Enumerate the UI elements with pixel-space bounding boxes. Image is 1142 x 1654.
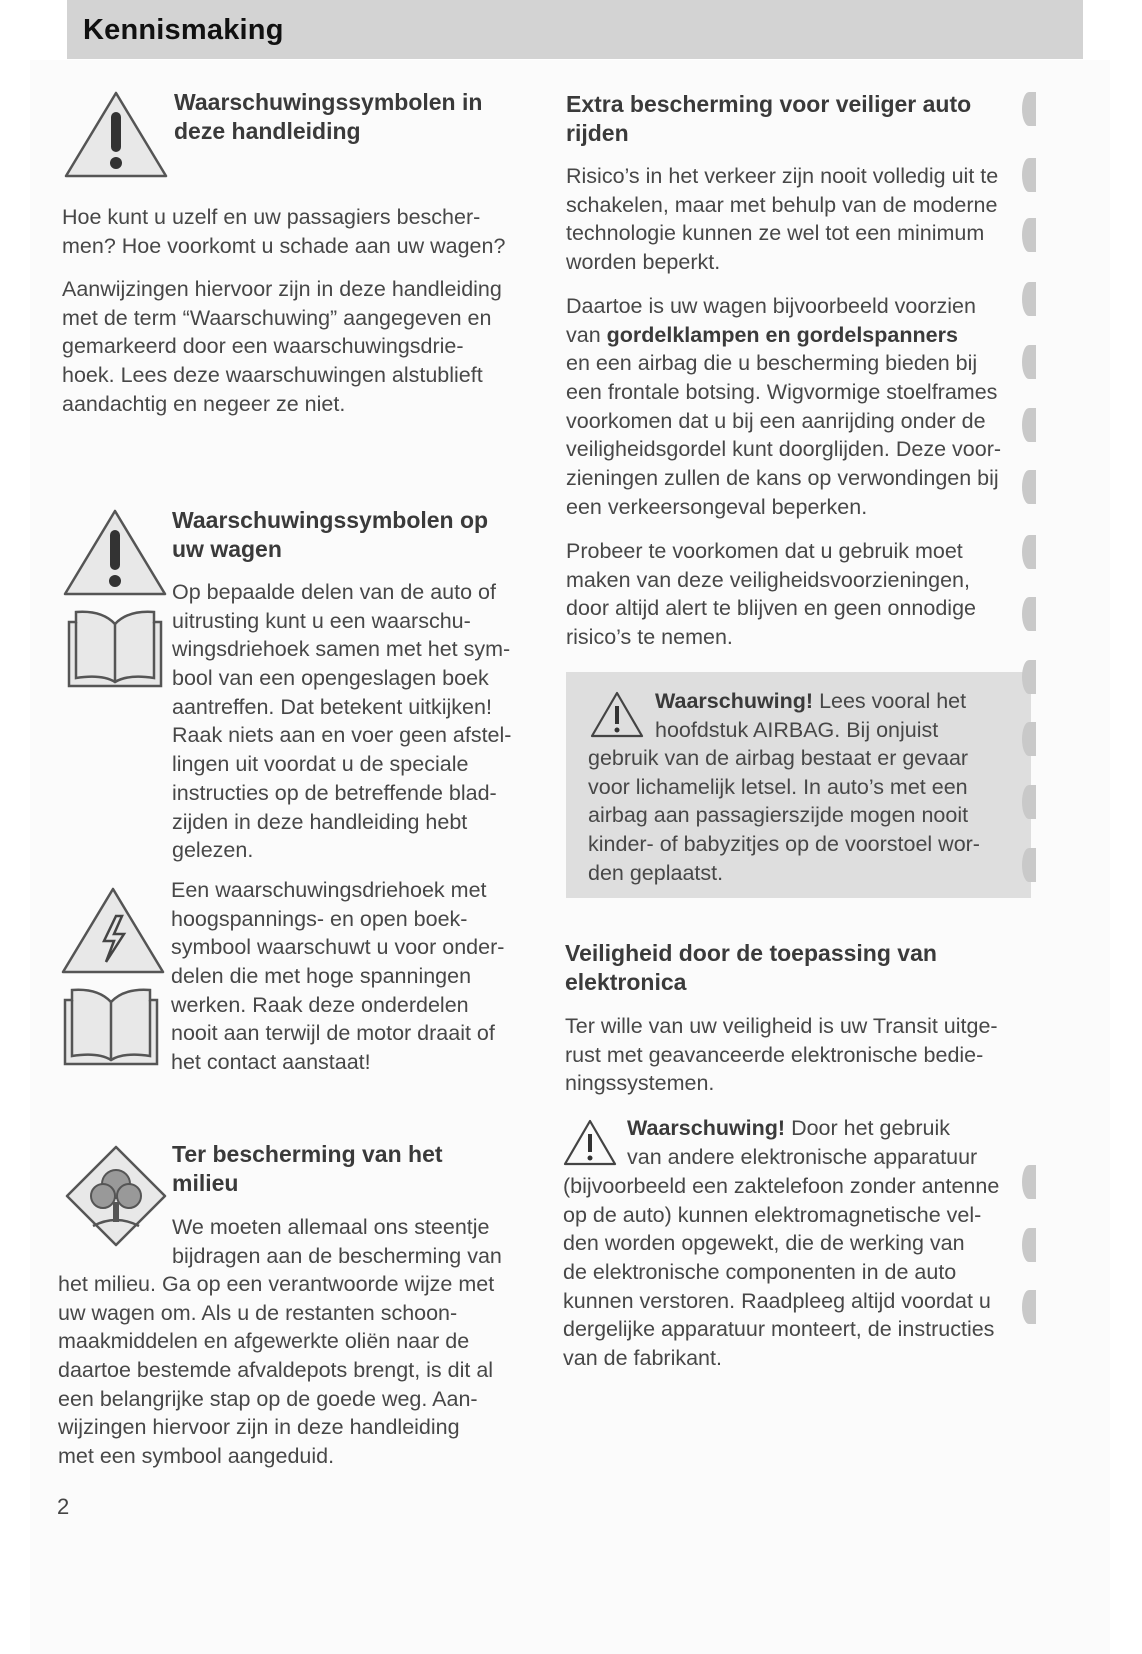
warning-triangle-icon bbox=[62, 508, 168, 598]
text-line: milieu bbox=[172, 1169, 239, 1196]
text-line: uw wagen om. Als u de restanten schoon- bbox=[58, 1300, 458, 1325]
text-line: aantreffen. Dat betekent uitkijken! bbox=[172, 694, 492, 719]
text-line: Aanwijzingen hiervoor zijn in deze handleiding bbox=[62, 277, 502, 301]
warning-triangle-icon bbox=[63, 90, 169, 180]
text-line: uw wagen bbox=[172, 535, 282, 562]
warning-text bbox=[588, 744, 980, 887]
text-line: werken. Raak deze onderdelen bbox=[171, 992, 469, 1017]
thumb-tab-mark bbox=[1022, 408, 1036, 442]
paragraph bbox=[62, 275, 502, 418]
heading-environment bbox=[172, 1140, 443, 1197]
thumb-tab-mark bbox=[1022, 1228, 1036, 1262]
text-line: Extra bescherming voor veiliger auto bbox=[566, 91, 972, 117]
text-line: gebruik van de airbag bestaat er gevaar bbox=[588, 746, 969, 770]
text-line: met een symbool aangeduid. bbox=[58, 1444, 335, 1469]
text-line: bool van een opengeslagen boek bbox=[172, 666, 489, 691]
text-line bbox=[627, 1114, 977, 1143]
text-line: kinder- of babyzitjes op de voorstoel wor- bbox=[588, 832, 980, 857]
text-line: van de fabrikant. bbox=[563, 1346, 722, 1371]
text-line: dergelijke apparatuur monteert, de instructies bbox=[563, 1317, 995, 1342]
high-voltage-warning-icon bbox=[60, 886, 166, 976]
text-line: Hoe kunt u uzelf en uw passagiers bescher- bbox=[62, 205, 481, 229]
heading-extra-protection bbox=[566, 90, 971, 147]
open-book-icon bbox=[62, 986, 160, 1068]
heading-warning-symbols-vehicle bbox=[172, 506, 488, 563]
thumb-tab-mark bbox=[1022, 92, 1036, 126]
text-line: en een airbag die u bescherming bieden bij bbox=[566, 351, 978, 376]
text-line: airbag aan passagierszijde mogen nooit bbox=[588, 803, 969, 828]
paragraph bbox=[566, 537, 976, 652]
text-line: gemarkeerd door een waarschuwingsdrie- bbox=[62, 334, 464, 359]
text-line: kunnen verstoren. Raadpleeg altijd voordat u bbox=[563, 1288, 991, 1313]
text-line: aandachtig en negeer ze niet. bbox=[62, 391, 346, 416]
thumb-tab-mark bbox=[1022, 1290, 1036, 1324]
text-line: ningssystemen. bbox=[565, 1071, 715, 1096]
environment-tree-icon bbox=[63, 1144, 169, 1248]
bold-text: gordelklampen en gordelspanners bbox=[606, 322, 958, 347]
thumb-tab-mark bbox=[1022, 345, 1036, 379]
text-line: uitrusting kunt u een waarschu- bbox=[172, 608, 471, 633]
text-line: maken van deze veiligheidsvoorzieningen, bbox=[566, 567, 970, 592]
text-line: veiligheidsgordel kunt doorglijden. Deze voor- bbox=[566, 437, 1002, 462]
text-line: door altijd alert te blijven en geen onnodige bbox=[566, 596, 976, 621]
thumb-tab-mark bbox=[1022, 158, 1036, 192]
warning-text bbox=[627, 1114, 977, 1171]
text-segment: Door het gebruik bbox=[791, 1116, 951, 1140]
text-line: worden beperkt. bbox=[566, 250, 721, 275]
text-line: zieningen zullen de kans op verwondingen bij bbox=[566, 466, 999, 491]
text-line: Ter bescherming van het bbox=[172, 1141, 443, 1167]
text-line: Probeer te voorkomen dat u gebruik moet bbox=[566, 539, 963, 563]
text-line: een belangrijke stap op de goede weg. Aan- bbox=[58, 1386, 478, 1411]
text-line: technologie kunnen ze wel tot een minimum bbox=[566, 221, 985, 246]
thumb-tab-mark bbox=[1022, 785, 1036, 819]
thumb-tab-mark bbox=[1022, 535, 1036, 569]
text-line: risico’s te nemen. bbox=[566, 625, 733, 650]
text-line: rijden bbox=[566, 119, 629, 146]
text-line: Waarschuwingssymbolen op bbox=[172, 507, 489, 533]
heading-warning-symbols-manual bbox=[174, 88, 482, 145]
paragraph bbox=[171, 876, 504, 1077]
text-line: Veiligheid door de toepassing van bbox=[565, 940, 937, 966]
text-line bbox=[566, 321, 1001, 350]
text-line: wijzingen hiervoor zijn in deze handleiding bbox=[58, 1415, 460, 1440]
text-line: rust met geavanceerde elektronische bedie- bbox=[565, 1042, 984, 1067]
text-line: men? Hoe voorkomt u schade aan uw wagen? bbox=[62, 233, 506, 258]
text-line: wingsdriehoek samen met het sym- bbox=[172, 637, 511, 662]
warning-text bbox=[563, 1172, 999, 1373]
text-line: Daartoe is uw wagen bijvoorbeeld voorzien bbox=[566, 294, 976, 318]
text-segment: van bbox=[566, 322, 607, 347]
text-line: het contact aanstaat! bbox=[171, 1050, 371, 1075]
text-line: (bijvoorbeeld een zaktelefoon zonder antenne bbox=[563, 1174, 1000, 1198]
text-line: een verkeersongeval beperken. bbox=[566, 494, 868, 519]
text-line: Op bepaalde delen van de auto of bbox=[172, 580, 496, 604]
warning-triangle-icon bbox=[589, 690, 645, 740]
text-line: schakelen, maar met behulp van de moderne bbox=[566, 192, 998, 217]
text-line: Raak niets aan en voer geen afstel- bbox=[172, 723, 512, 748]
paragraph bbox=[565, 1012, 998, 1098]
thumb-tab-mark bbox=[1022, 470, 1036, 504]
text-line: het milieu. Ga op een verantwoorde wijze met bbox=[58, 1272, 495, 1296]
text-line: met de term “Waarschuwing” aangegeven en bbox=[62, 305, 492, 330]
text-line: daartoe bestemde afvaldepots brengt, is dit al bbox=[58, 1358, 494, 1383]
thumb-tab-mark bbox=[1022, 282, 1036, 316]
text-line: den worden opgewekt, die de werking van bbox=[563, 1231, 965, 1256]
thumb-tab-mark bbox=[1022, 218, 1036, 252]
text-line: hoek. Lees deze waarschuwingen alstublieft bbox=[62, 363, 483, 388]
text-line: elektronica bbox=[565, 968, 687, 995]
text-line: Risico’s in het verkeer zijn nooit volledig uit te bbox=[566, 164, 999, 188]
text-segment: Lees vooral het bbox=[819, 689, 967, 713]
text-line: den geplaatst. bbox=[588, 860, 724, 885]
text-line: bijdragen aan de bescherming van bbox=[172, 1243, 502, 1268]
text-line: zijden in deze handleiding hebt bbox=[172, 809, 468, 834]
text-line bbox=[655, 687, 966, 716]
text-line: lingen uit voordat u de speciale bbox=[172, 752, 469, 777]
text-line: hoofdstuk AIRBAG. Bij onjuist bbox=[655, 717, 939, 742]
open-book-icon bbox=[66, 608, 164, 690]
paragraph bbox=[172, 1213, 502, 1270]
text-line: voorkomen dat u bij een aanrijding onder de bbox=[566, 408, 986, 433]
bold-text: Waarschuwing! bbox=[627, 1116, 792, 1140]
text-line: instructies op de betreffende blad- bbox=[172, 780, 497, 805]
text-line: Ter wille van uw veiligheid is uw Transit uitge- bbox=[565, 1014, 998, 1038]
paragraph bbox=[62, 203, 505, 260]
thumb-tab-mark bbox=[1022, 597, 1036, 631]
text-line: Een waarschuwingsdriehoek met bbox=[171, 878, 487, 902]
text-line: hoogspannings- en open boek- bbox=[171, 906, 468, 931]
page-number: 2 bbox=[57, 1494, 70, 1519]
text-line: deze handleiding bbox=[174, 117, 361, 144]
text-line: delen die met hoge spanningen bbox=[171, 964, 472, 989]
paragraph bbox=[566, 292, 1001, 522]
text-line: een frontale botsing. Wigvormige stoelframes bbox=[566, 380, 998, 405]
text-line: van andere elektronische apparatuur bbox=[627, 1144, 978, 1169]
text-line: nooit aan terwijl de motor draait of bbox=[171, 1021, 495, 1046]
section-header bbox=[67, 0, 1083, 59]
text-line: symbool waarschuwt u voor onder- bbox=[171, 935, 505, 960]
text-line: voor lichamelijk letsel. In auto’s met een bbox=[588, 774, 968, 799]
thumb-tab-mark bbox=[1022, 848, 1036, 882]
thumb-tab-mark bbox=[1022, 1165, 1036, 1199]
thumb-tab-mark bbox=[1022, 660, 1036, 694]
text-line: gelezen. bbox=[172, 838, 254, 863]
paragraph bbox=[58, 1270, 494, 1471]
warning-triangle-icon bbox=[562, 1118, 618, 1168]
text-line: op de auto) kunnen elektromagnetische vel- bbox=[563, 1202, 982, 1227]
paragraph bbox=[172, 578, 511, 865]
thumb-tab-mark bbox=[1022, 722, 1036, 756]
warning-text bbox=[655, 687, 966, 744]
text-line: maakmiddelen en afgewerkte oliën naar de bbox=[58, 1329, 470, 1354]
bold-text: Waarschuwing! bbox=[655, 689, 820, 713]
page-title: Kennismaking bbox=[83, 14, 284, 46]
text-line: We moeten allemaal ons steentje bbox=[172, 1215, 490, 1239]
paragraph bbox=[566, 162, 998, 277]
text-line: Waarschuwingssymbolen in bbox=[174, 89, 483, 115]
text-line: de elektronische componenten in de auto bbox=[563, 1260, 957, 1285]
heading-electronics-safety bbox=[565, 939, 937, 996]
